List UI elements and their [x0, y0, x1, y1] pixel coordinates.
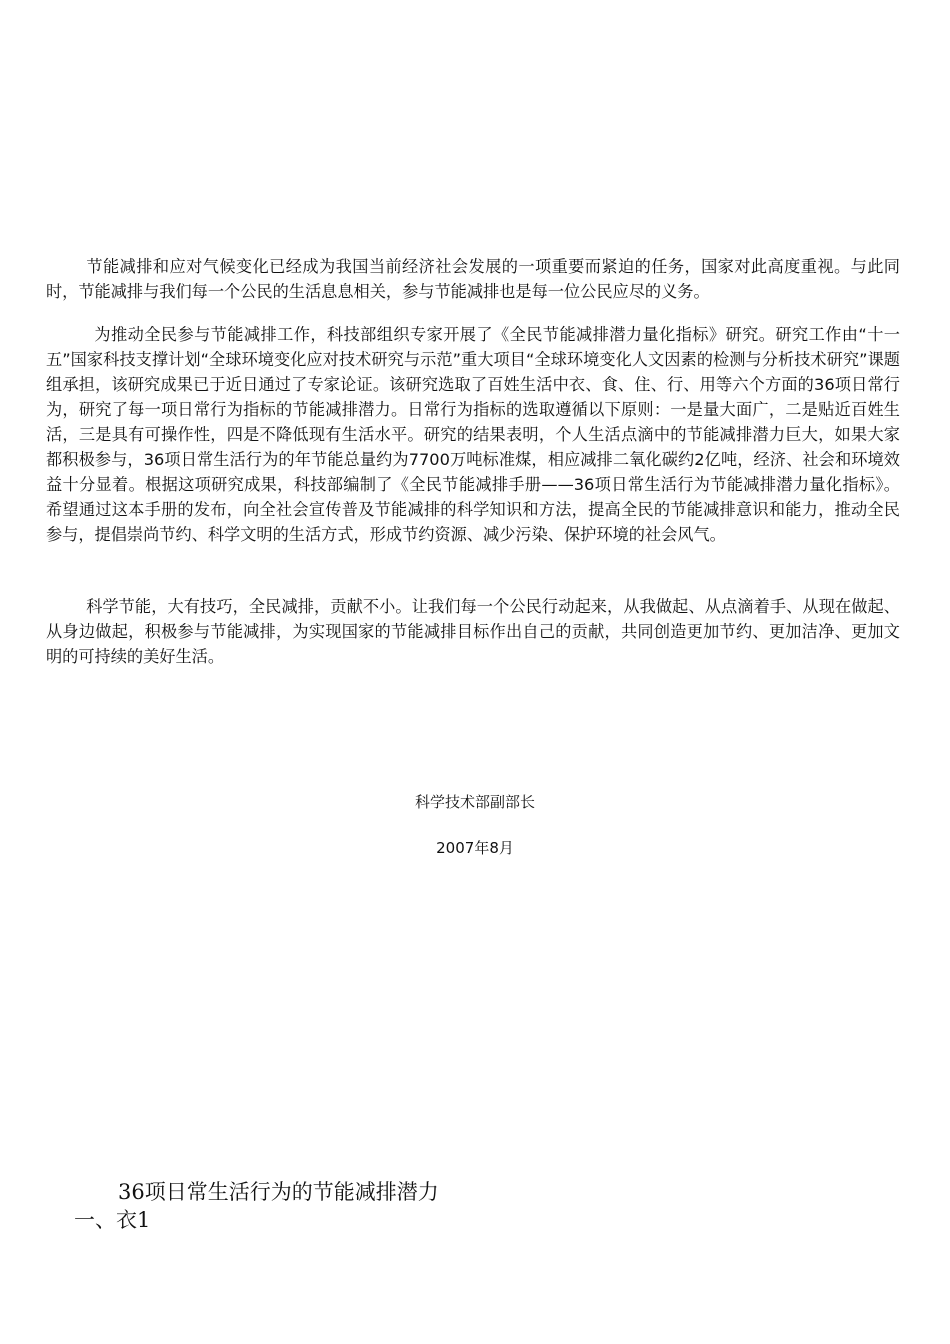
intro-paragraph-1-text: 节能减排和应对气候变化已经成为我国当前经济社会发展的一项重要而紧迫的任务，国家对此高度重视。与此同时，节能减排与我们每一个公民的生活息息相关，参与节能减排也是每一位公民应尽的义务。: [46, 257, 900, 301]
signature-line: 科学技术部副部长: [414, 793, 535, 811]
date-line: 2007年8月: [436, 839, 514, 857]
intro-paragraph-3: [46, 594, 900, 669]
intro-paragraph-3-text: 科学节能，大有技巧，全民减排，贡献不小。让我们每一个公民行动起来，从我做起、从点滴着手、从现在做起、从身边做起，积极参与节能减排，为实现国家的节能减排目标作出自己的贡献，共同创造更加节约、更加洁净、更加文明的可持续的美好生活。: [46, 597, 900, 666]
sub-heading: 一、衣1: [74, 1208, 151, 1232]
intro-paragraph-2-text: 为推动全民参与节能减排工作，科技部组织专家开展了《全民节能减排潜力量化指标》研究。研究工作由“十一五”国家科技支撑计划“全球环境变化应对技术研究与示范”重大项目“全球环境变化人文因素的检测与分析技术研究”课题组承担，该研究成果已于近日通过了专家论证。该研究选取了百姓生活中衣、食、住、行、用等六个方面的36项日常行为，研究了每一项日常行为指标的节能减排潜力。日常行为指标的选取遵循以下原则：一是量大面广，二是贴近百姓生活，三是具有可操作性，四是不降低现有生活水平。研究的结果表明，个人生活点滴中的节能减排潜力巨大，如果大家都积极参与，36项日常生活行为的年节能总量约为7700万吨标准煤，相应减排二氧化碳约2亿吨，经济、社会和环境效益十分显着。根据这项研究成果，科技部编制了《全民节能减排手册——36项日常生活行为节能减排潜力量化指标》。希望通过这本手册的发布，向全社会宣传普及节能减排的科学知识和方法，提高全民的节能减排意识和能力，推动全民参与，提倡崇尚节约、科学文明的生活方式，形成节约资源、减少污染、保护环境的社会风气。: [46, 325, 900, 544]
intro-paragraph-1: [46, 254, 900, 304]
section-title: 36项日常生活行为的节能减排潜力: [118, 1180, 439, 1204]
intro-paragraph-2: [46, 322, 900, 547]
